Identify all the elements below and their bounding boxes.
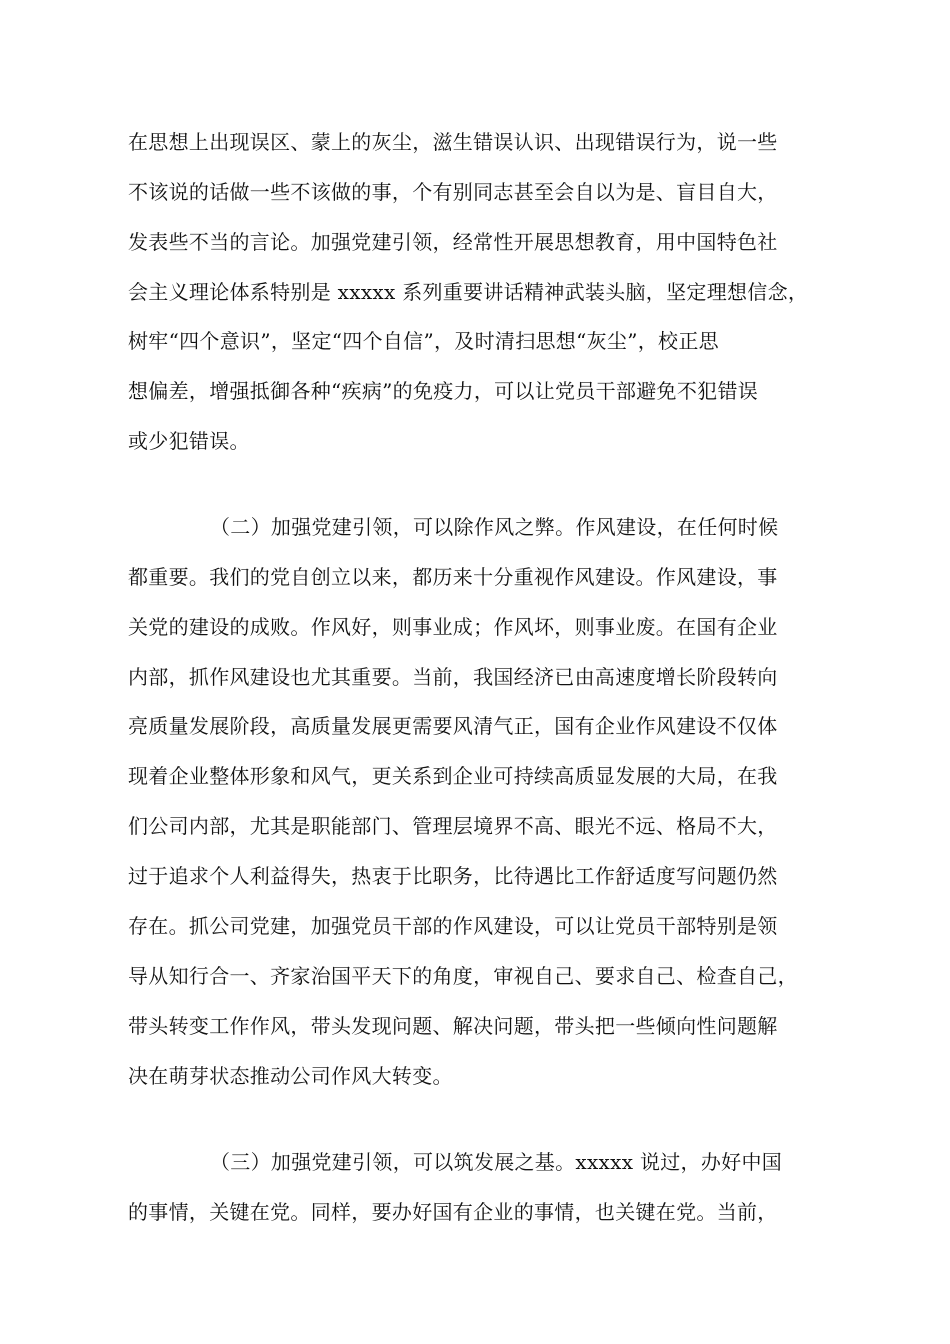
paragraph-2-line-2: 都重要。我们的党自创立以来，都历来十分重视作风建设。作风建设，事: [128, 565, 778, 589]
paragraph-2-line-3: 关党的建设的成败。作风好，则事业成；作风坏，则事业废。在国有企业: [128, 615, 778, 639]
paragraph-1-line-6: 想偏差，增强抵御各种“疾病”的免疫力，可以让党员干部避免不犯错误: [128, 379, 759, 403]
paragraph-2-line-7: 们公司内部，尤其是职能部门、管理层境界不高、眼光不远、格局不大，: [128, 814, 778, 838]
paragraph-1-line-1: 在思想上出现误区、蒙上的灰尘，滋生错误认识、出现错误行为，说一些: [128, 130, 778, 154]
paragraph-2-line-8: 过于追求个人利益得失，热衷于比职务，比待遇比工作舒适度写问题仍然: [128, 864, 778, 888]
paragraph-1-line-4: 会主义理论体系特别是 xxxxx 系列重要讲话精神武装头脑，坚定理想信念，: [128, 280, 809, 304]
paragraph-2-line-12: 决在萌芽状态推动公司作风大转变。: [128, 1064, 453, 1088]
paragraph-2-line-4: 内部，抓作风建设也尤其重要。当前，我国经济已由高速度增长阶段转向: [128, 665, 778, 689]
paragraph-2-line-11: 带头转变工作作风，带头发现问题、解决问题，带头把一些倾向性问题解: [128, 1014, 778, 1038]
paragraph-2-line-1: （二）加强党建引领，可以除作风之弊。作风建设，在任何时候: [210, 515, 779, 539]
paragraph-1-line-7: 或少犯错误。: [128, 429, 250, 453]
paragraph-1-line-2: 不该说的话做一些不该做的事，个有别同志甚至会自以为是、盲目自大，: [128, 180, 778, 204]
paragraph-1-line-5: 树牢“四个意识”，坚定“四个自信”，及时清扫思想“灰尘”，校正思: [128, 329, 719, 353]
paragraph-3-line-2: 的事情，关键在党。同样，要办好国有企业的事情，也关键在党。当前，: [128, 1200, 778, 1224]
paragraph-2-line-10: 导从知行合一、齐家治国平天下的角度，审视自己、要求自己、检查自己，: [128, 964, 798, 988]
paragraph-3-line-1: （三）加强党建引领，可以筑发展之基。xxxxx 说过，办好中国: [210, 1150, 783, 1174]
paragraph-2-line-9: 存在。抓公司党建，加强党员干部的作风建设，可以让党员干部特别是领: [128, 914, 778, 938]
paragraph-1-line-3: 发表些不当的言论。加强党建引领，经常性开展思想教育，用中国特色社: [128, 230, 778, 254]
paragraph-2-line-6: 现着企业整体形象和风气，更关系到企业可持续高质显发展的大局，在我: [128, 764, 778, 788]
paragraph-2-line-5: 亮质量发展阶段，高质量发展更需要风清气正，国有企业作风建设不仅体: [128, 714, 778, 738]
